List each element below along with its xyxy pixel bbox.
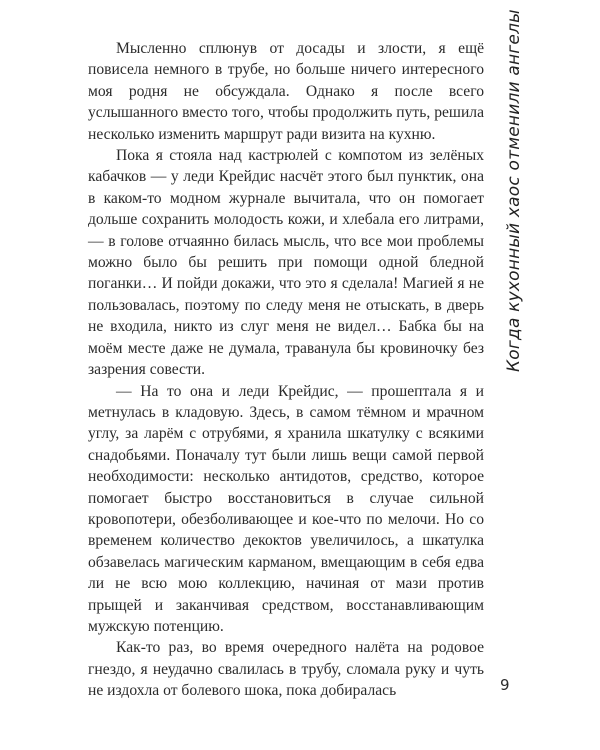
page-number: 9 [500,676,510,694]
paragraph: — На то она и леди Крейдис, — прошептала я и метнулась в кладовую. Здесь, в самом тёмном и мрачном углу, за ларём с отрубями, я хранила шкатулку с всякими снадобьями. Поначалу тут были лишь вещи самой первой необходимости: несколько антидотов, средство, которое помогает быстро восстановиться в случае сильной кровопотери, обезболивающее и кое-что по мелочи. Но со временем количество декоктов увеличилось, а шкатулка обзавелась магическим карманом, вмещающим в себя едва ли не всю мою коллекцию, начиная от мази против прыщей и заканчивая средством, восстанавливающим мужскую потенцию. [88,382,484,635]
running-title: Когда кухонный хаос отменили ангелы [504,9,524,372]
body-text [88,38,484,702]
paragraph: Как-то раз, во время очередного налёта на родовое гнездо, я неудачно свалилась в трубу, сломала руку и чуть не издохла от болевого шока, пока добиралась [88,639,484,700]
paragraph: Мысленно сплюнув от досады и злости, я ещё повисела немного в трубе, но больше ничего интересного моя родня не обсуждала. Однако я после всего услышанного вместо того, чтобы продолжить путь, решила несколько изменить маршрут ради визита на кухню. [88,40,484,143]
paragraph: Пока я стояла над кастрюлей с компотом из зелёных кабачков — у леди Крейдис насчёт этого был пунктик, она в каком-то модном журнале вычитала, что он помогает дольше сохранить молодость кожи, и хлебала его литрами, — в голове отчаянно билась мысль, что все мои проблемы можно было бы решить при помощи одной бледной поганки… И пойди докажи, что это я сделала! Магией я не пользовалась, поэтому по следу меня не отыскать, в дверь не входила, никто из слуг меня не видел… Бабка бы на моём месте даже не думала, траванула бы кровиночку без зазрения совести. [88,147,484,379]
